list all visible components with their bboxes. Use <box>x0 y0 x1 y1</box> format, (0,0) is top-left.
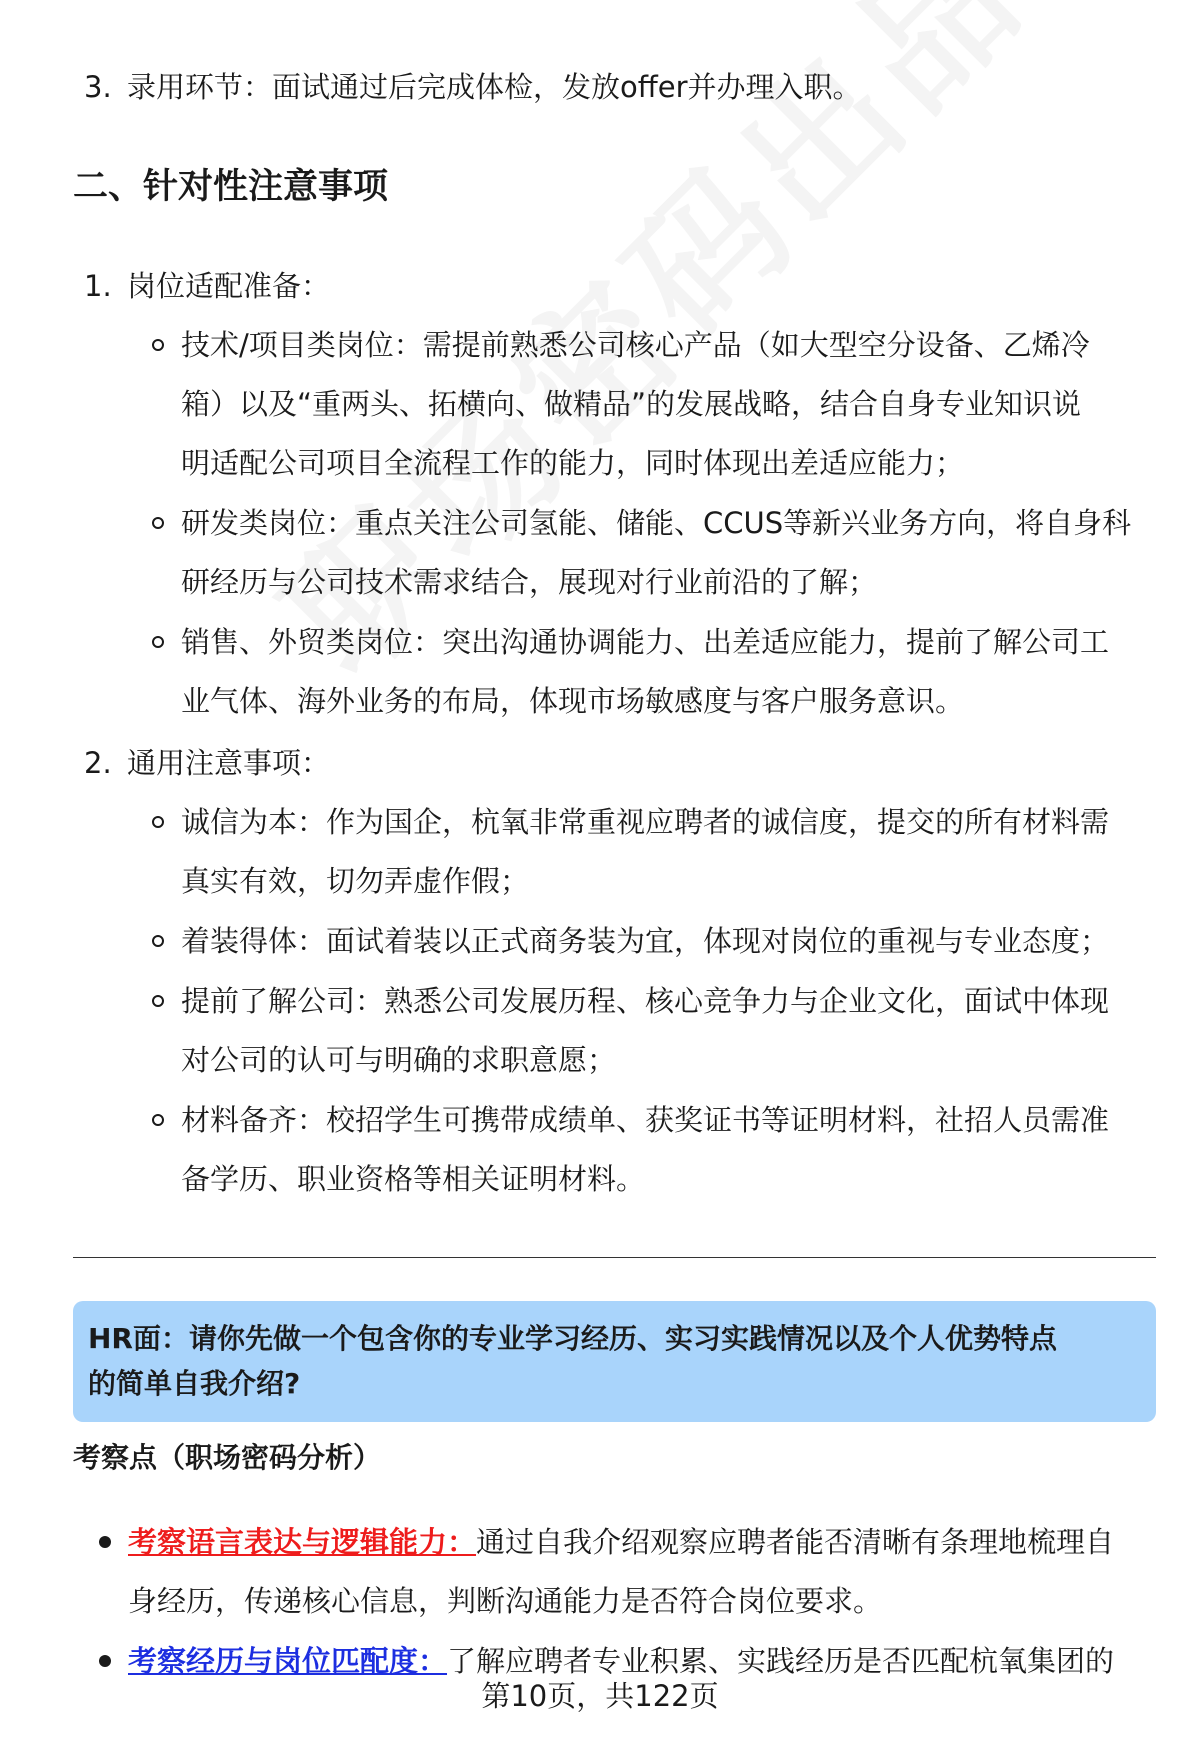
bullet-line: 业气体、海外业务的布局，体现市场敏感度与客户服务意识。 <box>181 684 965 718</box>
list-number: 1. <box>84 269 112 303</box>
bullet-line: 研发类岗位：重点关注公司氢能、储能、CCUS等新兴业务方向，将自身科 <box>181 506 1132 540</box>
section-heading: 二、针对性注意事项 <box>73 167 389 207</box>
dot-bullet-icon <box>99 1536 111 1548</box>
analysis-title: 考察点（职场密码分析） <box>73 1441 382 1474</box>
analysis-text: 了解应聘者专业积累、实践经历是否匹配杭氧集团的 <box>447 1644 1115 1678</box>
circle-bullet-icon <box>152 935 164 947</box>
analysis-text: 通过自我介绍观察应聘者能否清晰有条理地梳理自 <box>476 1525 1115 1559</box>
list-item-text: 录用环节：面试通过后完成体检，发放offer并办理入职。 <box>127 70 862 104</box>
bullet-line: 研经历与公司技术需求结合，展现对行业前沿的了解； <box>181 565 878 599</box>
list-number: 2. <box>84 746 112 780</box>
bullet-line: 真实有效，切勿弄虚作假； <box>181 864 530 898</box>
question-line: 的简单自我介绍? <box>88 1367 301 1400</box>
bullet-line: 备学历、职业资格等相关证明材料。 <box>181 1162 646 1196</box>
list-item-title: 通用注意事项： <box>127 746 331 780</box>
analysis-keyword: 考察经历与岗位匹配度： <box>128 1644 448 1678</box>
bullet-line: 对公司的认可与明确的求职意愿； <box>181 1043 617 1077</box>
bullet-line: 材料备齐：校招学生可携带成绩单、获奖证书等证明材料，社招人员需准 <box>181 1103 1110 1137</box>
circle-bullet-icon <box>152 517 164 529</box>
bullet-line: 提前了解公司：熟悉公司发展历程、核心竞争力与企业文化，面试中体现 <box>181 984 1110 1018</box>
analysis-point <box>128 1522 1114 1562</box>
circle-bullet-icon <box>152 636 164 648</box>
bullet-line: 诚信为本：作为国企，杭氧非常重视应聘者的诚信度，提交的所有材料需 <box>181 805 1110 839</box>
circle-bullet-icon <box>152 1114 164 1126</box>
question-line: HR面：请你先做一个包含你的专业学习经历、实习实践情况以及个人优势特点 <box>88 1322 1057 1355</box>
list-number: 3. <box>84 70 112 104</box>
analysis-line: 身经历，传递核心信息，判断沟通能力是否符合岗位要求。 <box>128 1584 883 1618</box>
analysis-keyword: 考察语言表达与逻辑能力： <box>128 1525 477 1559</box>
circle-bullet-icon <box>152 339 164 351</box>
bullet-line: 明适配公司项目全流程工作的能力，同时体现出差适应能力； <box>181 446 965 480</box>
circle-bullet-icon <box>152 995 164 1007</box>
bullet-line: 技术/项目类岗位：需提前熟悉公司核心产品（如大型空分设备、乙烯冷 <box>181 328 1090 362</box>
page-number: 第10页，共122页 <box>481 1679 719 1713</box>
list-item-title: 岗位适配准备： <box>127 269 331 303</box>
analysis-point <box>128 1641 1114 1681</box>
dot-bullet-icon <box>99 1655 111 1667</box>
circle-bullet-icon <box>152 816 164 828</box>
bullet-line: 箱）以及“重两头、拓横向、做精品”的发展战略，结合自身专业知识说 <box>181 387 1082 421</box>
bullet-line: 着装得体：面试着装以正式商务装为宜，体现对岗位的重视与专业态度； <box>181 924 1110 958</box>
bullet-line: 销售、外贸类岗位：突出沟通协调能力、出差适应能力，提前了解公司工 <box>181 625 1110 659</box>
divider <box>73 1257 1156 1258</box>
